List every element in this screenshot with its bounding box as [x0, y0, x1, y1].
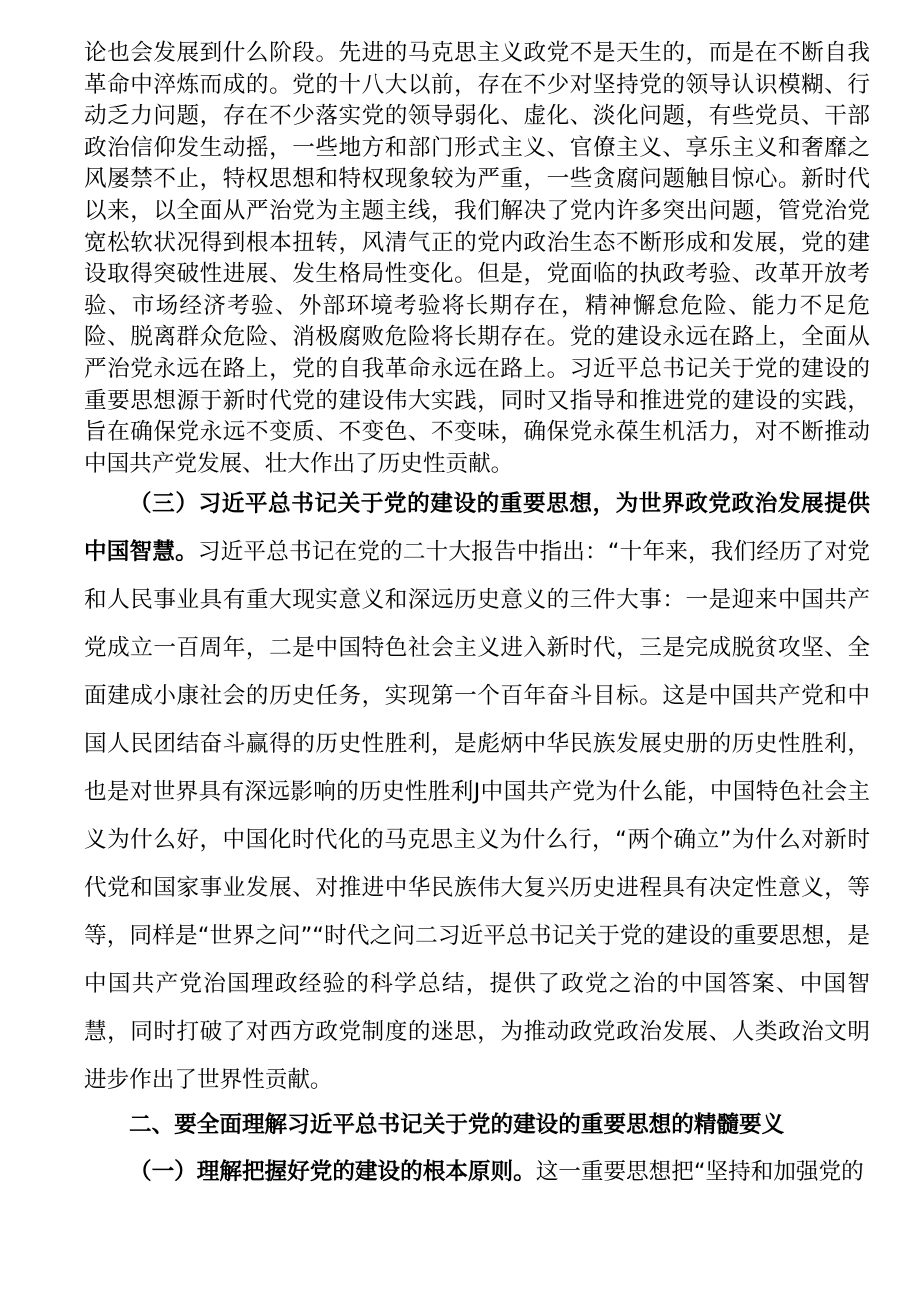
- section-heading-1: （一）理解把握好党的建设的根本原则。: [129, 1159, 536, 1185]
- body-paragraph-2: [84, 480, 870, 1104]
- body-paragraph-1: 论也会发展到什么阶段。先进的马克思主义政党不是天生的，而是在不断自我革命中淬炼而成的。党的十八大以前，存在不少对坚持党的领导认识模糊、行动乏力问题，存在不少落实党的领导弱化、虚化、淡化问题，有些党员、干部政治信仰发生动摇，一些地方和部门形式主义、官僚主义、享乐主义和奢靡之风屡禁不止，特权思想和特权现象较为严重，一些贪腐问题触目惊心。新时代以来，以全面从严治党为主题主线，我们解决了党内许多突出问题，管党治党宽松软状况得到根本扭转，风清气正的党内政治生态不断形成和发展，党的建设取得突破性进展、发生格局性变化。但是，党面临的执政考验、改革开放考验、市场经济考验、外部环境考验将长期存在，精神懈怠危险、能力不足危险、脱离群众危险、消极腐败危险将长期存在。党的建设永远在路上，全面从严治党永远在路上，党的自我革命永远在路上。习近平总书记关于党的建设的重要思想源于新时代党的建设伟大实践，同时又指导和推进党的建设的实践，旨在确保党永远不变质、不变色、不变味，确保党永葆生机活力，对不断推动中国共产党发展、壮大作出了历史性贡献。: [84, 40, 870, 477]
- body-paragraph-3: [84, 1148, 870, 1196]
- chapter-heading-2: 二、要全面理解习近平总书记关于党的建设的重要思想的精髓要义: [129, 1112, 785, 1138]
- body-paragraph-3-text: 这一重要思想把“坚持和加强党的: [535, 1159, 864, 1185]
- body-paragraph-2-text: 习近平总书记在党的二十大报告中指出：“十年来，我们经历了对党和人民事业具有重大现实意义和深远历史意义的三件大事：一是迎来中国共产党成立一百周年，二是中国特色社会主义进入新时代，三是完成脱贫攻坚、全面建成小康社会的历史任务，实现第一个百年奋斗目标。这是中国共产党和中国人民团结奋斗赢得的历史性胜利，是彪炳中华民族发展史册的历史性胜利，也是对世界具有深远影响的历史性胜利J中国共产党为什么能，中国特色社会主义为什么好，中国化时代化的马克思主义为什么行，“两个确立”为什么对新时代党和国家事业发展、对推进中华民族伟大复兴历史进程具有决定性意义，等等，同样是“世界之问”“时代之问二习近平总书记关于党的建设的重要思想，是中国共产党治国理政经验的科学总结，提供了政党之治的中国答案、中国智慧，同时打破了对西方政党制度的迷思，为推动政党政治发展、人类政治文明进步作出了世界性贡献。: [84, 539, 870, 1093]
- section-heading-3: （三）习近平总书记关于党的建设的重要思想，为世界政党政治发展提供中国智慧。: [84, 491, 870, 565]
